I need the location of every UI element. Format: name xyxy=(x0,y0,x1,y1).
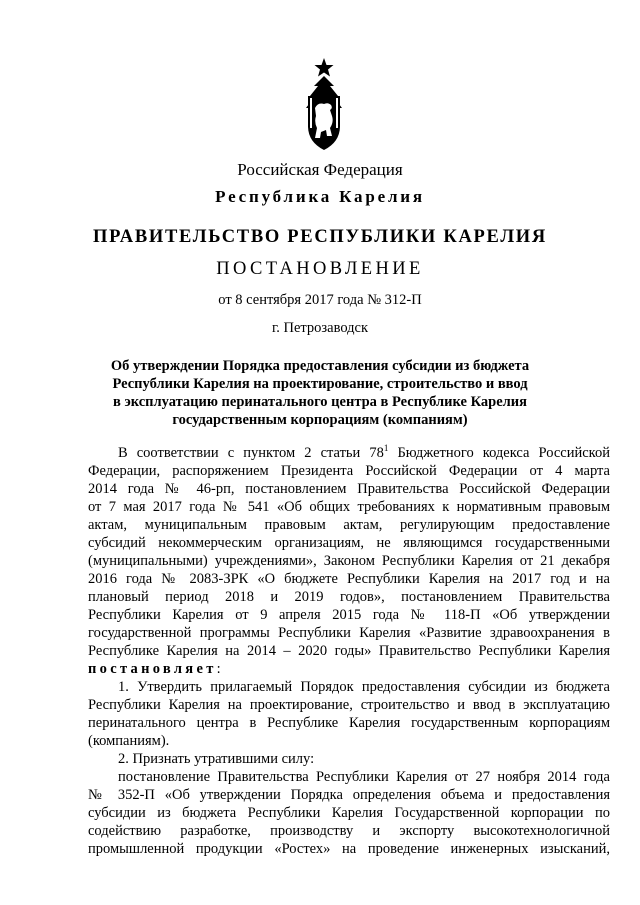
body-line: (муниципальными) учреждениями», Законом Республики Карелия от 21 декабря xyxy=(88,553,610,569)
body-line: Республике Карелия на 2014 – 2020 годы» Правительство Республики Карелия xyxy=(88,643,610,659)
resolves-word: постановляет xyxy=(88,661,217,677)
title-line: в эксплуатацию перинатального центра в Республике Карелия xyxy=(113,394,527,410)
body-line: государственной программы Республики Карелия «Развитие здравоохранения в xyxy=(88,625,610,641)
item-1-line: 1. Утвердить прилагаемый Порядок предоставления субсидии из бюджета xyxy=(118,679,610,695)
body-line: 2016 года № 2083-ЗРК «О бюджете Республики Карелия на 2017 год и на xyxy=(88,571,610,587)
body-line xyxy=(88,444,610,462)
item-1-line: Республики Карелия на проектирование, строительство и ввод в эксплуатацию xyxy=(88,697,610,713)
document-city: г. Петрозаводск xyxy=(271,320,369,336)
resolves-colon: : xyxy=(216,661,221,677)
document-date-number: от 8 сентября 2017 года № 312-П xyxy=(218,292,422,308)
title-line: государственным корпорациям (компаниям) xyxy=(172,412,468,428)
document-body xyxy=(88,444,610,858)
document-title xyxy=(0,357,640,429)
title-line: Об утверждении Порядка предоставления субсидии из бюджета xyxy=(110,358,530,374)
title-line: Республики Карелия на проектирование, строительство и ввод xyxy=(112,376,528,392)
body-line: актам, муниципальным правовым актам, регулирующим предоставление xyxy=(88,517,610,533)
item-1-line: перинатального центра в Республике Карелия государственным корпорациям xyxy=(88,715,610,731)
item-2-line: постановление Правительства Республики Карелия от 27 ноября 2014 года xyxy=(118,769,610,785)
karelia-coat-of-arms-icon xyxy=(302,56,346,152)
item-2-line: содействию разработке, производству и экспорту высокотехнологичной xyxy=(88,823,610,839)
body-line: Республики Карелия от 9 апреля 2015 года № 118-П «Об утверждении xyxy=(88,607,610,623)
item-2-heading: 2. Признать утратившими силу: xyxy=(118,751,315,767)
article-superscript: 1 xyxy=(383,444,389,454)
body-line xyxy=(88,660,610,678)
government-heading: ПРАВИТЕЛЬСТВО РЕСПУБЛИКИ КАРЕЛИЯ xyxy=(93,227,547,247)
body-line: 2014 года № 46-рп, постановлением Правительства Российской Федерации xyxy=(88,481,610,497)
body-text-segment: В соответствии с пунктом 2 статьи 78 xyxy=(118,445,384,461)
body-line: от 7 мая 2017 года № 541 «Об общих требованиях к нормативным правовым xyxy=(88,499,610,515)
body-line: субсидий некоммерческим организациям, не являющимся государственными xyxy=(88,535,610,551)
body-line: плановый период 2018 и 2019 годов», постановлением Правительства xyxy=(88,589,610,605)
body-line: Федерации, распоряжением Президента Российской Федерации от 4 марта xyxy=(88,463,610,479)
item-2-line: № 352-П «Об утверждении Порядка определения объема и предоставления xyxy=(88,787,610,803)
republic-label: Республика Карелия xyxy=(215,187,425,206)
document-type-heading: ПОСТАНОВЛЕНИЕ xyxy=(216,259,424,279)
item-2-line: промышленной продукции «Ростех» на проведение инженерных изысканий, xyxy=(88,841,610,857)
item-1-line: (компаниям). xyxy=(88,733,170,749)
body-text-segment: Бюджетного кодекса Российской xyxy=(388,445,610,461)
item-2-line: субсидии из бюджета Республики Карелия Государственной корпорации по xyxy=(88,805,610,821)
federation-label: Российская Федерация xyxy=(237,160,403,179)
